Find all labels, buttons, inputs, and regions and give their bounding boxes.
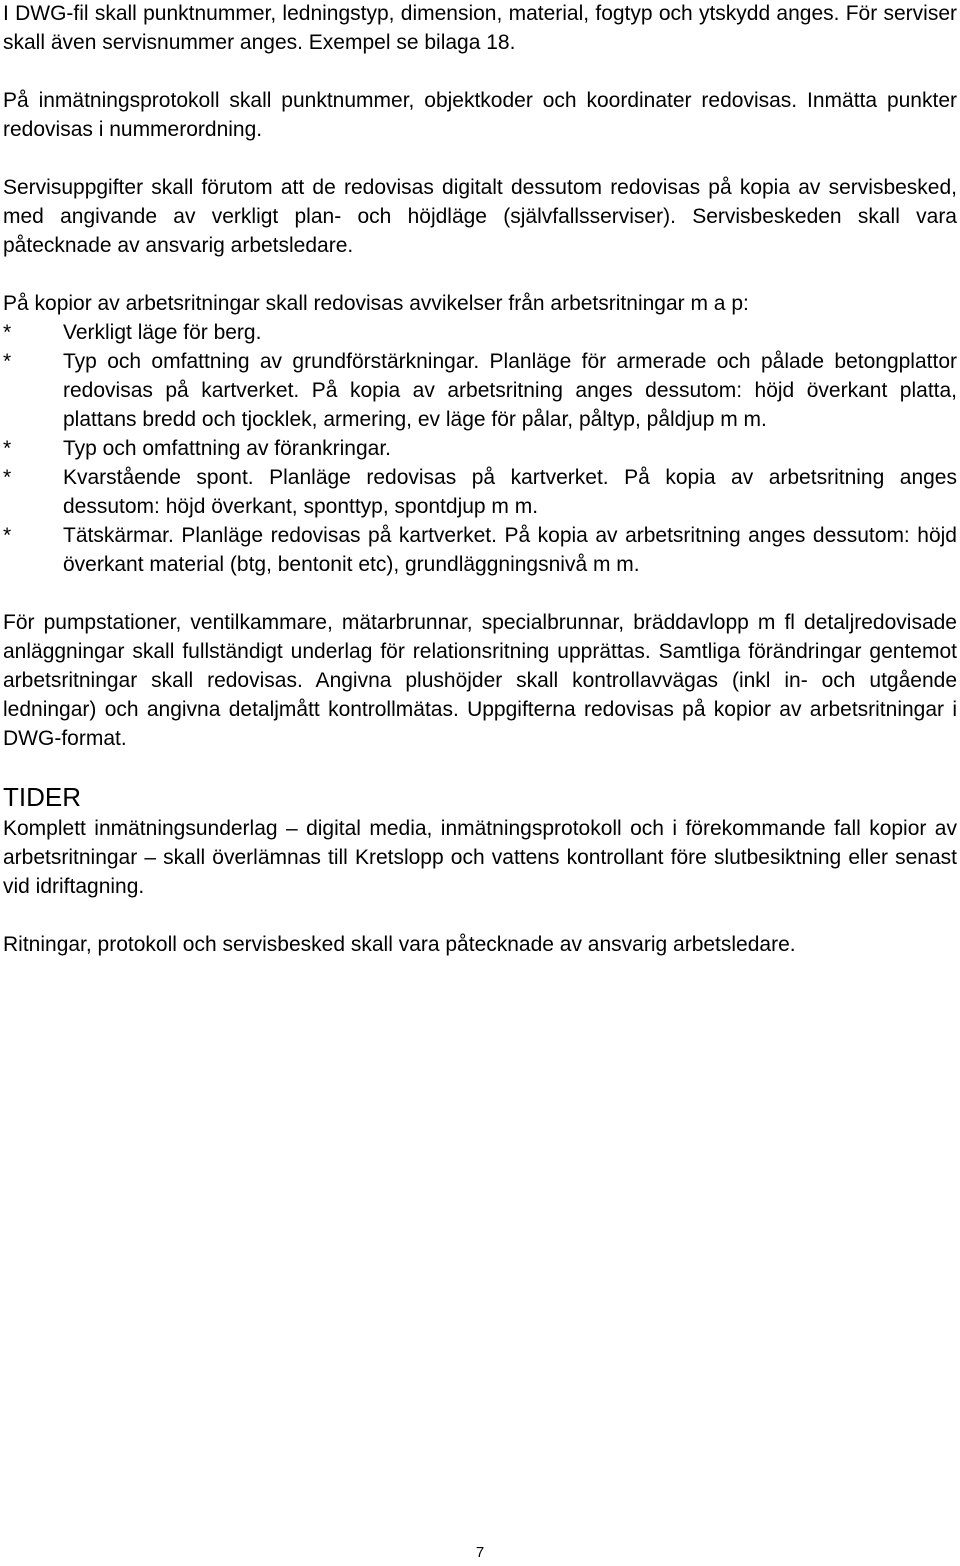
list-item-text: Kvarstående spont. Planläge redovisas på kartverket. På kopia av arbetsritning anges dessutom: höjd överkant, sponttyp, spontdjup m m. [63, 466, 957, 518]
bullet-marker: * [3, 437, 12, 460]
paragraph-deviations-intro: På kopior av arbetsritningar skall redovisas avvikelser från arbetsritningar m a p: [3, 292, 749, 315]
document-page [3, 0, 957, 959]
list-item [3, 434, 957, 463]
list-item-text: Tätskärmar. Planläge redovisas på kartverket. På kopia av arbetsritning anges dessutom: höjd överkant material (btg, bentonit etc), grundläggningsnivå m m. [63, 524, 957, 576]
deviations-list [3, 318, 957, 579]
page-number: 7 [475, 1544, 485, 1561]
paragraph-pump-stations: För pumpstationer, ventilkammare, mätarbrunnar, specialbrunnar, bräddavlopp m fl detaljredovisade anläggningar skall fullständigt underlag för relationsritning upprättas. Samtliga förändringar gentemot arbetsritningar skall redovisas. Angivna plushöjder skall kontrollavvägas (inkl in- och utgående ledningar) och angivna detaljmått kontrollmätas. Uppgifterna redovisas på kopior av arbetsritningar i DWG-format. [3, 611, 957, 750]
paragraph-signatures: Ritningar, protokoll och servisbesked skall vara påtecknade av ansvarig arbetsledare. [3, 933, 796, 956]
bullet-marker: * [3, 321, 12, 344]
list-item [3, 521, 957, 579]
spacer [3, 901, 957, 930]
section-heading: TIDER [3, 782, 81, 812]
paragraph-survey-protocol: På inmätningsprotokoll skall punktnummer, objektkoder och koordinater redovisas. Inmätta punkter redovisas i nummerordning. [3, 89, 957, 141]
list-item [3, 463, 957, 521]
list-item-text: Verkligt läge för berg. [63, 321, 262, 344]
list-item-text: Typ och omfattning av grundförstärkningar. Planläge för armerade och pålade betongplattor redovisas på kartverket. På kopia av arbetsritning anges dessutom: höjd överkant platta, plattans bredd och tjocklek, armering, ev läge för pålar, påltyp, påldjup m m. [63, 350, 957, 431]
bullet-marker: * [3, 350, 12, 373]
paragraph-timing: Komplett inmätningsunderlag – digital media, inmätningsprotokoll och i förekommande fall kopior av arbetsritningar – skall överlämnas till Kretslopp och vattens kontrollant före slutbesiktning eller senast vid idriftagning. [3, 817, 957, 898]
paragraph-service-info: Servisuppgifter skall förutom att de redovisas digitalt dessutom redovisas på kopia av servisbesked, med angivande av verkligt plan- och höjdläge (självfallsserviser). Servisbeskeden skall vara påtecknade av ansvarig arbetsledare. [3, 176, 957, 257]
bullet-marker: * [3, 466, 12, 489]
spacer [3, 260, 957, 289]
paragraph-dwg-requirements: I DWG-fil skall punktnummer, ledningstyp, dimension, material, fogtyp och ytskydd anges. För serviser skall även servisnummer anges. Exempel se bilaga 18. [3, 2, 957, 54]
spacer [3, 579, 957, 608]
spacer [3, 144, 957, 173]
list-item [3, 318, 957, 347]
bullet-marker: * [3, 524, 12, 547]
spacer [3, 57, 957, 86]
list-item [3, 347, 957, 434]
list-item-text: Typ och omfattning av förankringar. [63, 437, 392, 460]
